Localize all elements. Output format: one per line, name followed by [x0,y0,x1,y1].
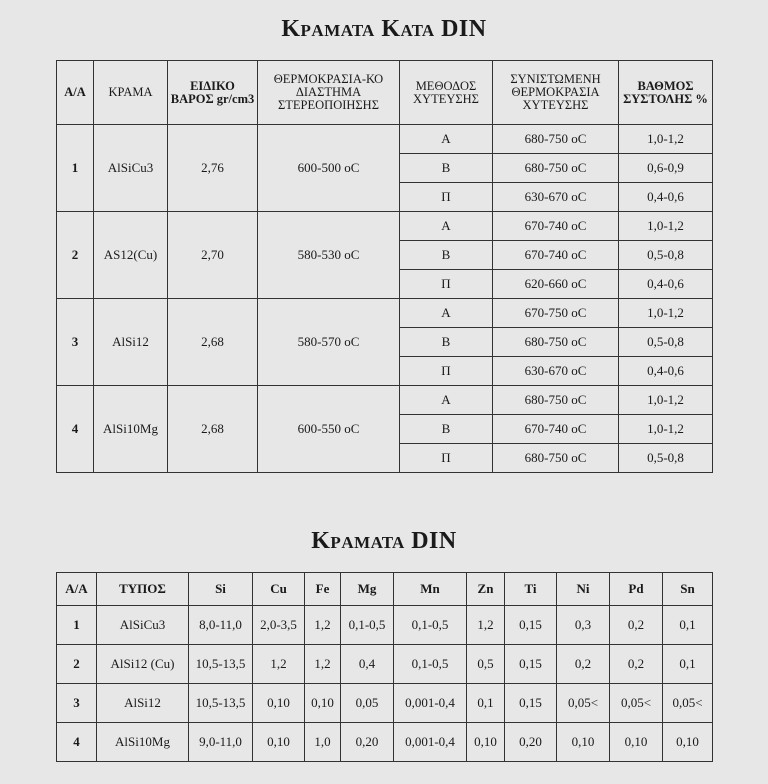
alloy-name: AS12(Cu) [94,212,168,299]
alloy-name: AlSiCu3 [94,125,168,212]
composition-value: 0,2 [610,606,663,645]
table-row [57,386,713,415]
header-11: Sn [663,573,713,606]
header-4: Fe [305,573,341,606]
row-number: 2 [57,645,97,684]
casting-temperature: 630-670 oC [493,357,619,386]
alloy-type: AlSi12 [97,684,189,723]
casting-temperature: 670-740 oC [493,241,619,270]
table1-header-row [57,61,713,125]
casting-temperature: 680-750 oC [493,386,619,415]
header-8: Ti [505,573,557,606]
row-number: 4 [57,386,94,473]
casting-method: Β [400,328,493,357]
casting-temperature: 670-740 oC [493,212,619,241]
row-number: 3 [57,299,94,386]
composition-value: 0,20 [341,723,394,762]
header-3: Cu [253,573,305,606]
composition-value: 0,10 [467,723,505,762]
table-row [57,723,713,762]
composition-value: 0,001-0,4 [394,684,467,723]
specific-weight: 2,68 [168,299,258,386]
composition-value: 1,0 [305,723,341,762]
casting-method: Π [400,270,493,299]
table2-header-row [57,573,713,606]
composition-value: 0,1 [467,684,505,723]
solidification-range: 580-530 oC [258,212,400,299]
composition-value: 10,5-13,5 [189,684,253,723]
composition-value: 0,1-0,5 [394,606,467,645]
composition-value: 2,0-3,5 [253,606,305,645]
alloy-type: AlSi12 (Cu) [97,645,189,684]
casting-temperature: 680-750 oC [493,154,619,183]
shrinkage: 1,0-1,2 [619,415,713,444]
composition-value: 0,20 [505,723,557,762]
composition-value: 0,05< [663,684,713,723]
casting-method: Β [400,241,493,270]
shrinkage: 0,4-0,6 [619,183,713,212]
table-row [57,606,713,645]
composition-value: 10,5-13,5 [189,645,253,684]
composition-value: 0,15 [505,645,557,684]
composition-value: 0,10 [305,684,341,723]
shrinkage: 1,0-1,2 [619,299,713,328]
casting-method: Α [400,386,493,415]
alloy-name: AlSi12 [94,299,168,386]
header-casting-temperature: ΣΥΝΙΣΤΩΜΕΝΗ ΘΕΡΜΟΚΡΑΣΙΑ ΧΥΤΕΥΣΗΣ [493,61,619,125]
alloy-composition-table [56,572,713,762]
composition-value: 0,1-0,5 [341,606,394,645]
composition-value: 0,05< [610,684,663,723]
header-solidification-range: ΘΕΡΜΟΚΡΑΣΙΑ-ΚΟ ΔΙΑΣΤΗΜΑ ΣΤΕΡΕΟΠΟΙΗΣΗΣ [258,61,400,125]
header-specific-weight: ΕΙΔΙΚΟ ΒΑΡΟΣ gr/cm3 [168,61,258,125]
composition-value: 0,2 [557,645,610,684]
specific-weight: 2,76 [168,125,258,212]
alloy-type: AlSiCu3 [97,606,189,645]
row-number: 4 [57,723,97,762]
specific-weight: 2,70 [168,212,258,299]
row-number: 1 [57,606,97,645]
casting-temperature: 680-750 oC [493,125,619,154]
solidification-range: 600-500 oC [258,125,400,212]
shrinkage: 0,6-0,9 [619,154,713,183]
composition-value: 0,10 [663,723,713,762]
table2-title: Κρaματα DIN [311,528,457,554]
casting-method: Β [400,154,493,183]
casting-method: Α [400,299,493,328]
composition-value: 0,05 [341,684,394,723]
header-1: ΤΥΠΟΣ [97,573,189,606]
composition-value: 1,2 [467,606,505,645]
shrinkage: 1,0-1,2 [619,125,713,154]
table-row [57,125,713,154]
header-0: Α/Α [57,573,97,606]
shrinkage: 0,5-0,8 [619,241,713,270]
row-number: 1 [57,125,94,212]
shrinkage: 1,0-1,2 [619,386,713,415]
header-6: Mn [394,573,467,606]
casting-temperature: 670-750 oC [493,299,619,328]
composition-value: 9,0-11,0 [189,723,253,762]
composition-value: 0,5 [467,645,505,684]
header-alloy: ΚΡΑΜΑ [94,61,168,125]
casting-method: Π [400,357,493,386]
solidification-range: 600-550 oC [258,386,400,473]
header-casting-method: ΜΕΘΟΔΟΣ ΧΥΤΕΥΣΗΣ [400,61,493,125]
table-row [57,684,713,723]
header-aa: Α/Α [57,61,94,125]
composition-value: 1,2 [305,645,341,684]
composition-value: 0,10 [557,723,610,762]
specific-weight: 2,68 [168,386,258,473]
table-row [57,299,713,328]
composition-value: 0,15 [505,606,557,645]
casting-method: Β [400,415,493,444]
composition-value: 0,05< [557,684,610,723]
shrinkage: 0,4-0,6 [619,357,713,386]
composition-value: 1,2 [253,645,305,684]
casting-temperature: 620-660 oC [493,270,619,299]
table-row [57,645,713,684]
header-10: Pd [610,573,663,606]
header-9: Ni [557,573,610,606]
header-shrinkage: ΒΑΘΜΟΣ ΣΥΣΤΟΛΗΣ % [619,61,713,125]
table-row [57,212,713,241]
alloy-name: AlSi10Mg [94,386,168,473]
shrinkage: 0,5-0,8 [619,328,713,357]
casting-method: Π [400,183,493,212]
casting-temperature: 680-750 oC [493,444,619,473]
composition-value: 0,2 [610,645,663,684]
composition-value: 0,15 [505,684,557,723]
composition-value: 0,1 [663,606,713,645]
composition-value: 0,001-0,4 [394,723,467,762]
casting-temperature: 680-750 oC [493,328,619,357]
header-5: Mg [341,573,394,606]
composition-value: 0,3 [557,606,610,645]
composition-value: 1,2 [305,606,341,645]
table1-title: Κρaματα Κατα DIN [281,16,487,42]
composition-value: 8,0-11,0 [189,606,253,645]
composition-value: 0,10 [610,723,663,762]
composition-value: 0,1-0,5 [394,645,467,684]
casting-method: Α [400,125,493,154]
alloy-type: AlSi10Mg [97,723,189,762]
alloy-casting-table [56,60,713,473]
casting-temperature: 630-670 oC [493,183,619,212]
header-2: Si [189,573,253,606]
header-7: Zn [467,573,505,606]
row-number: 3 [57,684,97,723]
composition-value: 0,10 [253,723,305,762]
shrinkage: 1,0-1,2 [619,212,713,241]
solidification-range: 580-570 oC [258,299,400,386]
composition-value: 0,4 [341,645,394,684]
row-number: 2 [57,212,94,299]
casting-method: Α [400,212,493,241]
casting-method: Π [400,444,493,473]
shrinkage: 0,5-0,8 [619,444,713,473]
casting-temperature: 670-740 oC [493,415,619,444]
composition-value: 0,1 [663,645,713,684]
shrinkage: 0,4-0,6 [619,270,713,299]
composition-value: 0,10 [253,684,305,723]
